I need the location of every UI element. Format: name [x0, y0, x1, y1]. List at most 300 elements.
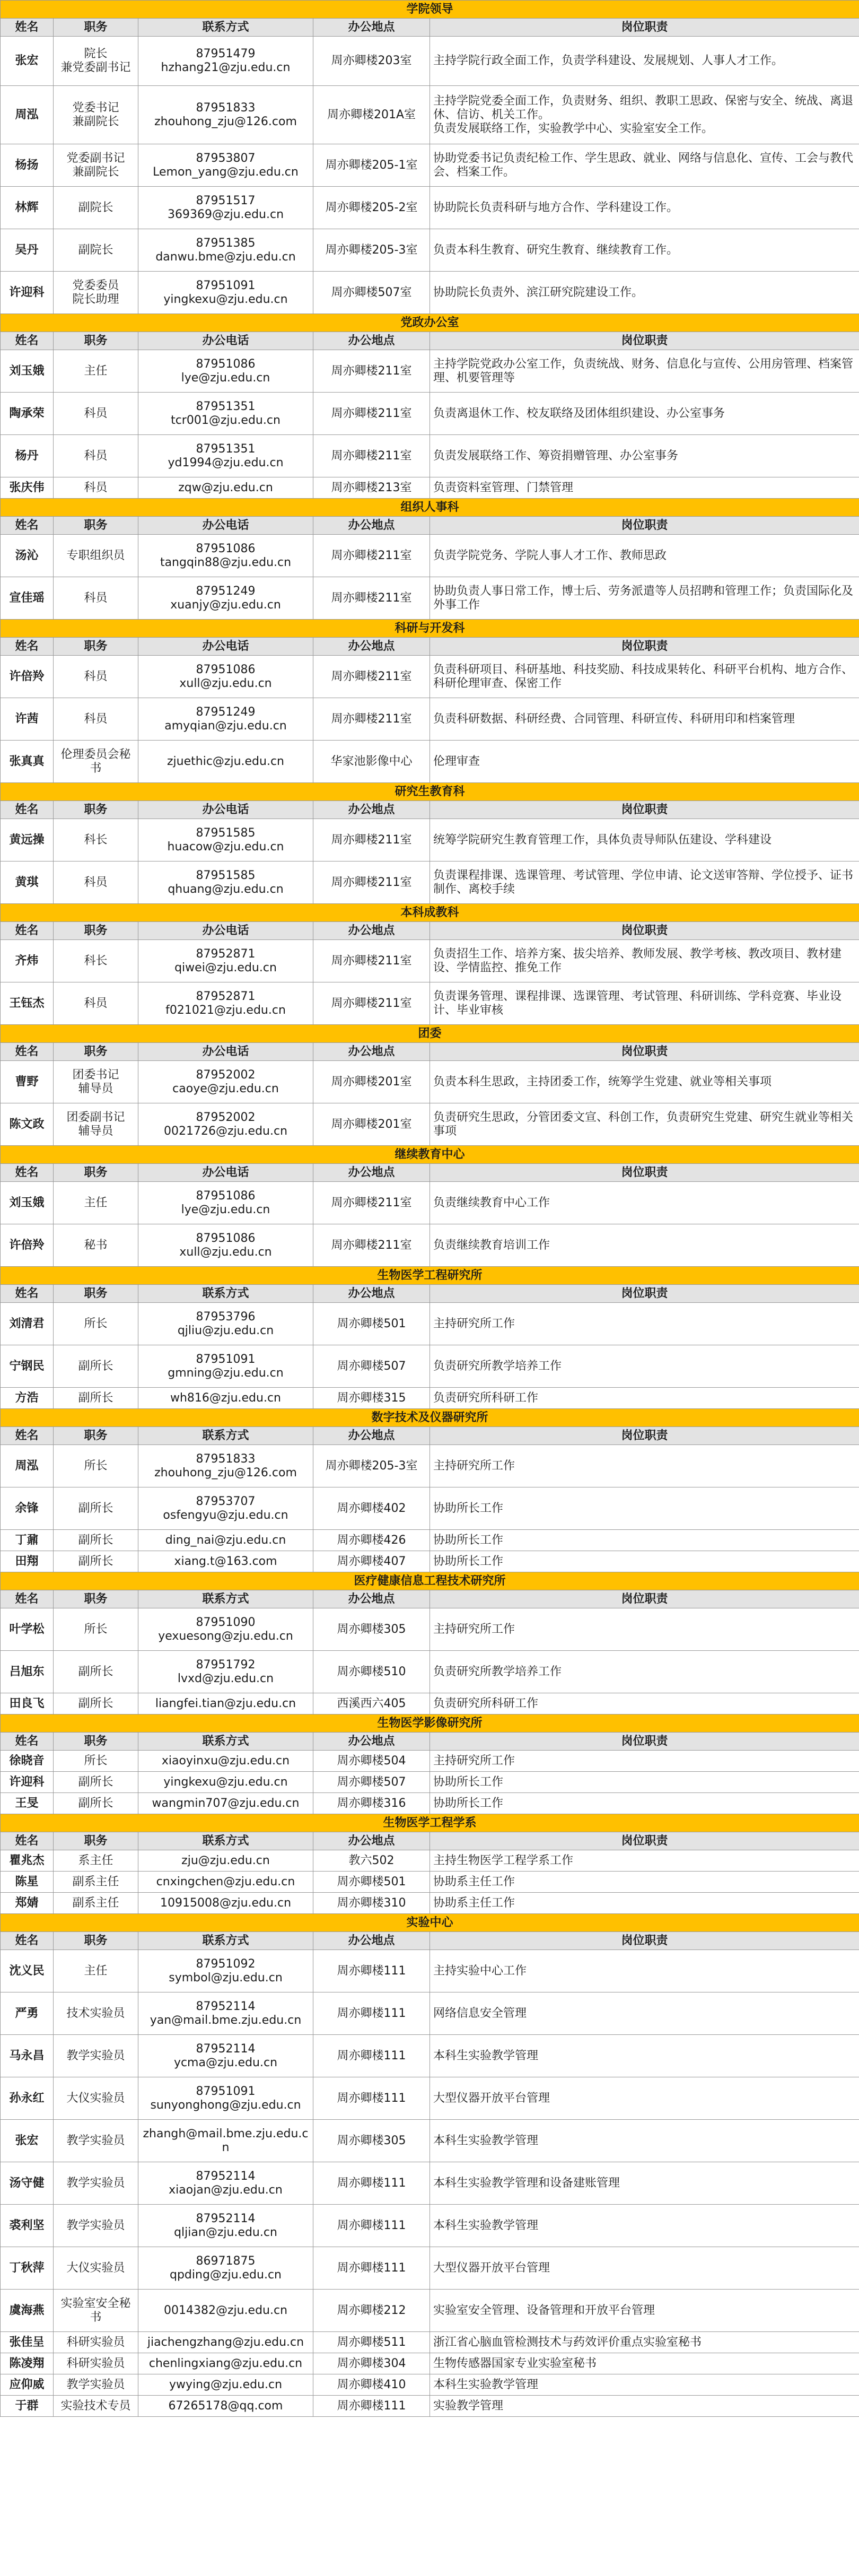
contact-cell[interactable]	[138, 861, 313, 904]
office-cell	[313, 577, 430, 620]
duty-cell-line: 负责科研数据、科研经费、合同管理、科研宣传、科研用印和档案管理	[433, 712, 795, 726]
contact-cell-line: ywying@zju.edu.cn	[169, 2378, 283, 2391]
duty-cell-line: 负责离退休工作、校友联络及团体组织建设、办公室事务	[433, 406, 725, 420]
contact-cell[interactable]	[138, 187, 313, 229]
position-cell-line: 副所长	[78, 1359, 113, 1373]
name-cell	[1, 2353, 54, 2374]
office-cell	[313, 819, 430, 861]
contact-cell[interactable]	[138, 982, 313, 1025]
duty-cell	[430, 1224, 859, 1267]
contact-cell-line: chenlingxiang@zju.edu.cn	[148, 2356, 303, 2370]
office-cell	[313, 1608, 430, 1651]
position-cell-line: 兼副院长	[72, 165, 119, 179]
contact-cell[interactable]	[138, 272, 313, 314]
contact-cell-line: 0021726@zju.edu.cn	[163, 1124, 288, 1138]
name-cell-line: 刘清君	[9, 1317, 45, 1330]
office-cell	[313, 2374, 430, 2396]
contact-cell[interactable]	[138, 535, 313, 577]
duty-cell-line: 负责研究生思政，分管团委文宣、科创工作，负责研究生党建、研究生就业等相关事项	[433, 1110, 854, 1138]
contact-cell[interactable]	[138, 1551, 313, 1572]
contact-cell-line: lvxd@zju.edu.cn	[177, 1672, 274, 1685]
office-cell	[313, 477, 430, 499]
position-cell	[54, 1772, 138, 1793]
contact-cell[interactable]	[138, 144, 313, 187]
contact-cell[interactable]	[138, 1893, 313, 1914]
contact-cell[interactable]	[138, 2247, 313, 2290]
duty-cell-line: 负责发展联络工作、筹资捐赠管理、办公室事务	[433, 449, 679, 463]
contact-cell[interactable]	[138, 698, 313, 741]
contact-cell-line: sunyonghong@zju.edu.cn	[150, 2098, 301, 2112]
office-cell	[313, 37, 430, 86]
contact-cell[interactable]	[138, 1303, 313, 1345]
duty-cell-line: 协助所长工作	[433, 1796, 504, 1810]
duty-cell	[430, 350, 859, 393]
duty-cell-line: 主持研究所工作	[433, 1754, 515, 1768]
name-cell-line: 虞海燕	[9, 2303, 45, 2317]
office-cell	[313, 272, 430, 314]
position-cell-line: 专职组织员	[66, 549, 125, 562]
section-title-row	[1, 1, 859, 19]
office-cell	[313, 698, 430, 741]
duty-cell-line: 协助系主任工作	[433, 1896, 515, 1910]
table-row	[1, 2162, 859, 2205]
contact-cell-line: yingkexu@zju.edu.cn	[163, 292, 288, 306]
name-cell	[1, 1061, 54, 1103]
office-cell	[313, 1950, 430, 1992]
position-cell-line: 所长	[84, 1754, 108, 1768]
position-cell	[54, 819, 138, 861]
position-cell-line: 系主任	[78, 1853, 113, 1867]
duty-cell-line: 主持研究所工作	[433, 1459, 515, 1473]
name-cell	[1, 1530, 54, 1551]
contact-cell-line: 87951833	[196, 1452, 256, 1466]
duty-cell	[430, 2035, 859, 2077]
table-row	[1, 2374, 859, 2396]
duty-cell	[430, 819, 859, 861]
contact-cell-line: 86971875	[196, 2254, 256, 2268]
name-cell	[1, 861, 54, 904]
contact-cell-line: 87951086	[196, 663, 256, 676]
position-cell-line: 科长	[84, 833, 108, 847]
duty-cell-line: 协助所长工作	[433, 1501, 504, 1515]
duty-cell-line: 实验室安全管理、设备管理和开放平台管理	[433, 2303, 655, 2317]
contact-cell[interactable]	[138, 1345, 313, 1388]
section-title-row	[1, 314, 859, 332]
contact-cell-line: zhouhong_zju@126.com	[154, 115, 297, 128]
duty-cell	[430, 393, 859, 435]
position-cell-line: 兼党委副书记	[60, 61, 131, 74]
office-cell	[313, 86, 430, 144]
contact-cell-line: tcr001@zju.edu.cn	[171, 413, 281, 427]
contact-cell-line: 87952114	[196, 2169, 256, 2183]
name-cell-line: 陈文政	[9, 1117, 45, 1131]
name-cell	[1, 187, 54, 229]
office-cell-line: 周亦卿楼212	[337, 2303, 406, 2317]
position-cell	[54, 577, 138, 620]
office-cell-line: 周亦卿楼402	[337, 1501, 406, 1515]
column-header: 职务	[54, 1164, 138, 1182]
name-cell	[1, 1693, 54, 1715]
position-cell-line: 副院长	[78, 201, 113, 214]
table-row	[1, 2332, 859, 2353]
position-cell	[54, 861, 138, 904]
office-cell-line: 周亦卿楼211室	[331, 406, 412, 420]
position-cell	[54, 1061, 138, 1103]
section-title-row	[1, 1267, 859, 1285]
name-cell-line: 严勇	[15, 2006, 39, 2020]
office-cell	[313, 1751, 430, 1772]
column-header: 联系方式	[138, 1832, 313, 1850]
column-header-row	[1, 1832, 859, 1850]
duty-cell-line: 本科生实验教学管理	[433, 2218, 539, 2232]
position-cell	[54, 1950, 138, 1992]
duty-cell	[430, 1061, 859, 1103]
column-header: 姓名	[1, 1164, 54, 1182]
table-row	[1, 1303, 859, 1345]
contact-cell[interactable]	[138, 1608, 313, 1651]
column-header: 姓名	[1, 1733, 54, 1751]
contact-cell[interactable]	[138, 2374, 313, 2396]
name-cell-line: 徐晓音	[9, 1754, 45, 1768]
name-cell	[1, 819, 54, 861]
table-row	[1, 2396, 859, 2417]
column-header: 联系方式	[138, 1932, 313, 1950]
section-title: 生物医学工程学系	[1, 1814, 859, 1832]
column-header: 职务	[54, 19, 138, 37]
contact-cell[interactable]	[138, 1061, 313, 1103]
name-cell	[1, 577, 54, 620]
office-cell	[313, 982, 430, 1025]
contact-cell-line: qpding@zju.edu.cn	[170, 2268, 282, 2282]
table-row	[1, 940, 859, 982]
office-cell-line: 周亦卿楼201A室	[327, 108, 416, 121]
office-cell	[313, 1103, 430, 1146]
contact-cell[interactable]	[138, 2035, 313, 2077]
contact-cell-line: huacow@zju.edu.cn	[167, 840, 284, 854]
column-header: 办公地点	[313, 517, 430, 535]
duty-cell-line: 负责资料室管理、门禁管理	[433, 481, 574, 494]
office-cell	[313, 940, 430, 982]
name-cell	[1, 982, 54, 1025]
table-row	[1, 272, 859, 314]
name-cell	[1, 1793, 54, 1814]
section-title: 党政办公室	[1, 314, 859, 332]
table-row	[1, 1182, 859, 1224]
office-cell	[313, 1992, 430, 2035]
name-cell-line: 田良飞	[9, 1696, 45, 1710]
duty-cell	[430, 2205, 859, 2247]
contact-cell-line: 0014382@zju.edu.cn	[163, 2303, 288, 2317]
duty-cell	[430, 1551, 859, 1572]
contact-cell[interactable]	[138, 1445, 313, 1487]
contact-cell-line: tangqin88@zju.edu.cn	[160, 555, 292, 569]
contact-cell[interactable]	[138, 350, 313, 393]
contact-cell-line: 87951385	[196, 236, 256, 250]
contact-cell[interactable]	[138, 2290, 313, 2332]
duty-cell	[430, 982, 859, 1025]
contact-cell-line: 87952002	[196, 1068, 256, 1082]
office-cell	[313, 2396, 430, 2417]
contact-cell[interactable]	[138, 1651, 313, 1693]
position-cell-line: 团委书记	[72, 1068, 119, 1082]
position-cell-line: 院长助理	[72, 292, 119, 306]
position-cell	[54, 2332, 138, 2353]
name-cell	[1, 2077, 54, 2120]
duty-cell	[430, 2077, 859, 2120]
name-cell	[1, 1992, 54, 2035]
office-cell-line: 周亦卿楼211室	[331, 712, 412, 726]
name-cell	[1, 1772, 54, 1793]
contact-cell[interactable]	[138, 2353, 313, 2374]
contact-cell[interactable]	[138, 1751, 313, 1772]
office-cell	[313, 2290, 430, 2332]
section-title-row	[1, 620, 859, 638]
position-cell	[54, 2077, 138, 2120]
duty-cell-line: 网络信息安全管理	[433, 2006, 527, 2020]
column-header: 姓名	[1, 1590, 54, 1608]
duty-cell	[430, 2247, 859, 2290]
duty-cell	[430, 86, 859, 144]
column-header: 岗位职责	[430, 1590, 859, 1608]
office-cell-line: 周亦卿楼211室	[331, 996, 412, 1010]
contact-cell-line: 87953707	[196, 1494, 256, 1508]
column-header: 职务	[54, 1832, 138, 1850]
table-row	[1, 1530, 859, 1551]
name-cell-line: 田翔	[15, 1554, 39, 1568]
name-cell	[1, 741, 54, 783]
column-header: 姓名	[1, 332, 54, 350]
contact-cell-line: 87953807	[196, 151, 256, 165]
contact-cell[interactable]	[138, 1530, 313, 1551]
column-header: 职务	[54, 1043, 138, 1061]
section-title: 学院领导	[1, 1, 859, 19]
contact-cell[interactable]	[138, 2162, 313, 2205]
name-cell-line: 许迎科	[9, 285, 45, 299]
column-header: 办公电话	[138, 517, 313, 535]
duty-cell-line: 主持学院党政办公室工作，负责统战、财务、信息化与宣传、公用房管理、档案管理、机要管理等	[433, 357, 854, 385]
office-cell-line: 周亦卿楼426	[337, 1533, 406, 1547]
name-cell	[1, 1872, 54, 1893]
column-header: 办公电话	[138, 1043, 313, 1061]
contact-cell[interactable]	[138, 435, 313, 477]
duty-cell-line: 主持生物医学工程学系工作	[433, 1853, 574, 1867]
table-row	[1, 435, 859, 477]
section-title: 生物医学影像研究所	[1, 1715, 859, 1733]
table-row	[1, 1772, 859, 1793]
section-title-row	[1, 1814, 859, 1832]
position-cell	[54, 272, 138, 314]
duty-cell-line: 协助院长负责科研与地方合作、学科建设工作。	[433, 201, 679, 214]
name-cell	[1, 393, 54, 435]
contact-cell[interactable]	[138, 1224, 313, 1267]
contact-cell-line: 87951086	[196, 1189, 256, 1203]
table-row	[1, 350, 859, 393]
contact-cell[interactable]	[138, 2205, 313, 2247]
contact-cell-line: yd1994@zju.edu.cn	[168, 456, 284, 469]
contact-cell[interactable]	[138, 1103, 313, 1146]
office-cell	[313, 1061, 430, 1103]
position-cell-line: 主任	[84, 1196, 108, 1209]
duty-cell-line: 负责本科生教育、研究生教育、继续教育工作。	[433, 243, 679, 257]
column-header-row	[1, 1427, 859, 1445]
office-cell	[313, 2162, 430, 2205]
position-cell	[54, 535, 138, 577]
name-cell	[1, 2247, 54, 2290]
duty-cell	[430, 1530, 859, 1551]
duty-cell	[430, 1772, 859, 1793]
duty-cell-line: 负责研究所教学培养工作	[433, 1665, 562, 1678]
contact-cell[interactable]	[138, 2077, 313, 2120]
duty-cell-line: 大型仪器开放平台管理	[433, 2091, 550, 2105]
office-cell-line: 周亦卿楼111	[337, 2049, 406, 2062]
position-cell	[54, 2353, 138, 2374]
column-header: 姓名	[1, 801, 54, 819]
contact-cell-line: 87951517	[196, 194, 256, 207]
contact-cell[interactable]	[138, 1872, 313, 1893]
contact-cell[interactable]	[138, 2396, 313, 2417]
position-cell-line: 教学实验员	[66, 2176, 125, 2190]
duty-cell-line: 负责继续教育中心工作	[433, 1196, 550, 1209]
duty-cell	[430, 940, 859, 982]
contact-cell-line: 87951479	[196, 47, 256, 60]
contact-cell[interactable]	[138, 1992, 313, 2035]
duty-cell	[430, 656, 859, 698]
contact-cell[interactable]	[138, 819, 313, 861]
contact-cell[interactable]	[138, 1850, 313, 1872]
contact-cell[interactable]	[138, 2120, 313, 2162]
table-row	[1, 1850, 859, 1872]
office-cell-line: 周亦卿楼511	[337, 2335, 406, 2349]
contact-cell-line: 87952871	[196, 989, 256, 1003]
position-cell	[54, 187, 138, 229]
name-cell	[1, 1751, 54, 1772]
contact-cell[interactable]	[138, 1182, 313, 1224]
contact-cell-line: 87951091	[196, 2084, 256, 2098]
position-cell	[54, 393, 138, 435]
contact-cell[interactable]	[138, 656, 313, 698]
column-header: 岗位职责	[430, 922, 859, 940]
contact-cell[interactable]	[138, 577, 313, 620]
position-cell	[54, 2162, 138, 2205]
table-row	[1, 741, 859, 783]
column-header: 联系方式	[138, 1733, 313, 1751]
office-cell-line: 周亦卿楼211室	[331, 549, 412, 562]
section-title-row	[1, 1572, 859, 1590]
name-cell-line: 于群	[15, 2399, 39, 2413]
duty-cell-line: 主持学院党委全面工作，负责财务、组织、教职工思政、保密与安全、统战、离退休、信访、机关工作。	[433, 94, 854, 121]
contact-cell[interactable]	[138, 86, 313, 144]
position-cell	[54, 1551, 138, 1572]
office-cell	[313, 229, 430, 272]
contact-cell[interactable]	[138, 1487, 313, 1530]
position-cell-line: 主任	[84, 364, 108, 378]
office-cell	[313, 2247, 430, 2290]
name-cell	[1, 656, 54, 698]
office-cell-line: 周亦卿楼111	[337, 2218, 406, 2232]
name-cell	[1, 1345, 54, 1388]
contact-cell-line: 87952114	[196, 2042, 256, 2056]
name-cell-line: 陈凌翔	[9, 2356, 45, 2370]
office-cell	[313, 187, 430, 229]
position-cell	[54, 144, 138, 187]
position-cell	[54, 2374, 138, 2396]
section-title-row	[1, 499, 859, 517]
office-cell-line: 周亦卿楼410	[337, 2378, 406, 2391]
contact-cell-line: 87951086	[196, 542, 256, 555]
table-row	[1, 37, 859, 86]
contact-cell[interactable]	[138, 1388, 313, 1409]
duty-cell-line: 主持研究所工作	[433, 1317, 515, 1330]
office-cell	[313, 350, 430, 393]
column-header: 职务	[54, 1733, 138, 1751]
contact-cell[interactable]	[138, 1693, 313, 1715]
office-cell-line: 周亦卿楼211室	[331, 591, 412, 605]
table-row	[1, 1793, 859, 1814]
office-cell	[313, 1182, 430, 1224]
office-cell-line: 周亦卿楼205-3室	[325, 1459, 418, 1473]
contact-cell[interactable]	[138, 1793, 313, 1814]
contact-cell-line: xiaoyinxu@zju.edu.cn	[161, 1754, 290, 1768]
column-header-row	[1, 332, 859, 350]
contact-cell[interactable]	[138, 1772, 313, 1793]
contact-cell-line: Lemon_yang@zju.edu.cn	[153, 165, 299, 179]
name-cell	[1, 1103, 54, 1146]
contact-cell[interactable]	[138, 1950, 313, 1992]
name-cell-line: 吕旭东	[9, 1665, 45, 1678]
contact-cell-line: ycma@zju.edu.cn	[173, 2056, 278, 2069]
name-cell-line: 丁秋萍	[9, 2261, 45, 2275]
duty-cell-line: 浙江省心脑血管检测技术与药效评价重点实验室秘书	[433, 2335, 702, 2349]
duty-cell	[430, 2162, 859, 2205]
name-cell-line: 曹野	[15, 1075, 39, 1089]
duty-cell-line: 负责研究所科研工作	[433, 1391, 539, 1405]
column-header: 姓名	[1, 1285, 54, 1303]
contact-cell-line: 87951086	[196, 1231, 256, 1245]
column-header: 办公地点	[313, 1285, 430, 1303]
contact-cell[interactable]	[138, 37, 313, 86]
contact-cell[interactable]	[138, 2332, 313, 2353]
contact-cell[interactable]	[138, 229, 313, 272]
contact-cell-line: 87952871	[196, 947, 256, 961]
column-header: 岗位职责	[430, 1043, 859, 1061]
contact-cell-line: xull@zju.edu.cn	[179, 1245, 272, 1259]
contact-cell[interactable]	[138, 393, 313, 435]
duty-cell-line: 主持实验中心工作	[433, 1964, 527, 1978]
duty-cell-line: 本科生实验教学管理	[433, 2378, 539, 2391]
name-cell-line: 瞿兆杰	[9, 1853, 45, 1867]
column-header: 姓名	[1, 1427, 54, 1445]
office-cell	[313, 1651, 430, 1693]
position-cell-line: 副系主任	[72, 1896, 119, 1910]
contact-cell-line: zqw@zju.edu.cn	[178, 481, 273, 494]
position-cell-line: 大仪实验员	[66, 2091, 125, 2105]
duty-cell	[430, 187, 859, 229]
duty-cell	[430, 1608, 859, 1651]
name-cell-line: 余锋	[15, 1501, 39, 1515]
office-cell-line: 周亦卿楼211室	[331, 833, 412, 847]
column-header: 办公地点	[313, 1043, 430, 1061]
column-header-row	[1, 1590, 859, 1608]
name-cell-line: 许迎科	[9, 1775, 45, 1789]
contact-cell[interactable]	[138, 741, 313, 783]
column-header: 职务	[54, 517, 138, 535]
duty-cell-line: 负责研究所教学培养工作	[433, 1359, 562, 1373]
duty-cell	[430, 229, 859, 272]
name-cell	[1, 698, 54, 741]
contact-cell[interactable]	[138, 940, 313, 982]
name-cell-line: 杨扬	[15, 158, 39, 172]
contact-cell[interactable]	[138, 477, 313, 499]
